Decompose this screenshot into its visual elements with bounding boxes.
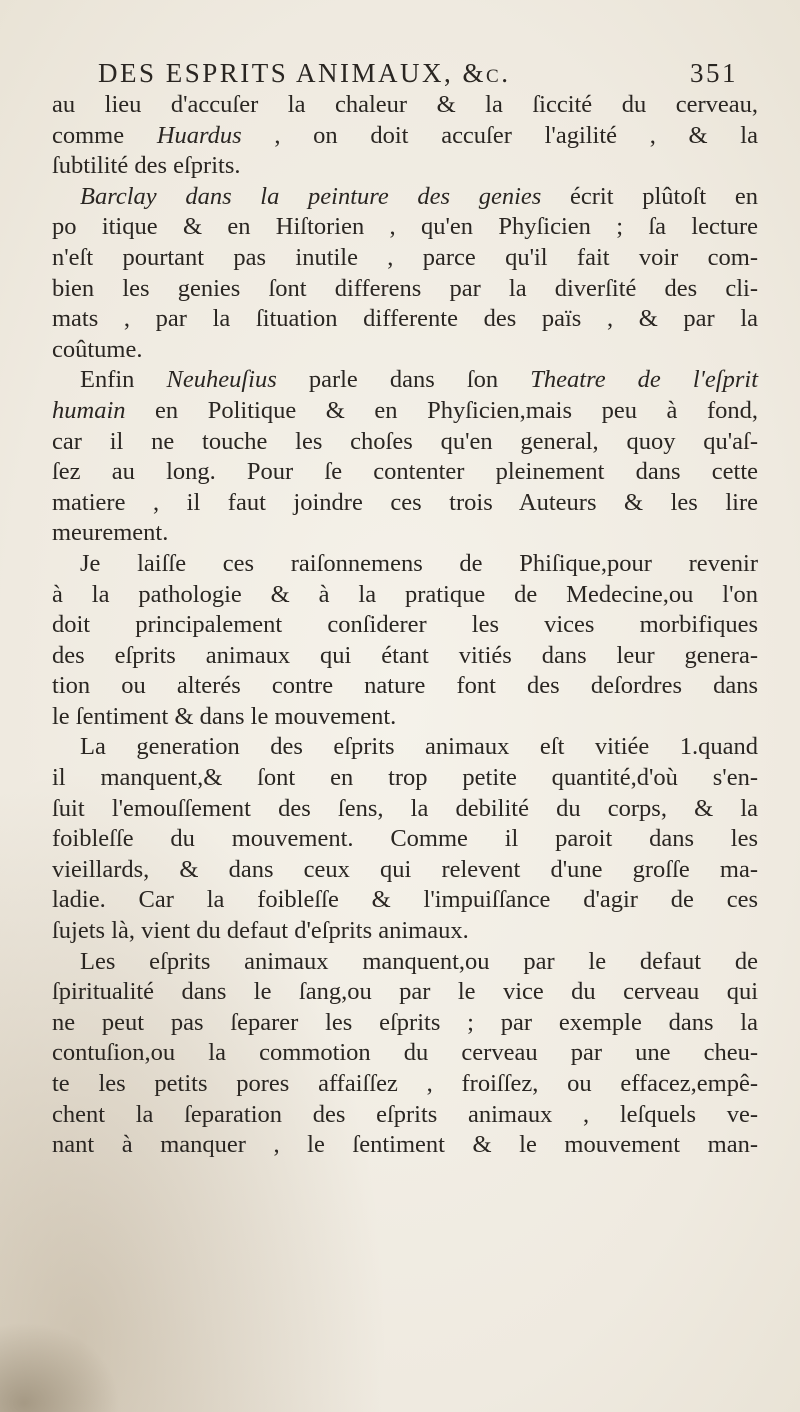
text-line bbox=[52, 212, 758, 243]
text-segment: ſez au long. Pour ſe contenter pleinement dans cette bbox=[52, 458, 758, 486]
text-segment: ſpiritualité dans le ſang,ou par le vice du cerveau qui bbox=[52, 978, 758, 1006]
text-line bbox=[52, 518, 758, 549]
text-segment: ſubtilité des eſprits. bbox=[52, 152, 241, 180]
text-line bbox=[52, 427, 758, 458]
text-line bbox=[52, 90, 758, 121]
text-line bbox=[52, 1130, 758, 1161]
text-segment: des eſprits animaux qui étant vitiés dans leur genera- bbox=[52, 641, 758, 669]
body-text bbox=[52, 90, 758, 1161]
text-segment: matiere , il faut joindre ces trois Auteurs & les lire bbox=[52, 488, 758, 516]
italic-text-segment: humain bbox=[52, 396, 126, 424]
running-head bbox=[98, 58, 738, 89]
text-segment: bien les genies ſont differens par la diverſité des cli- bbox=[52, 274, 758, 302]
italic-text-segment: Neuheuſius bbox=[166, 366, 277, 394]
text-segment: il manquent,& ſont en trop petite quantité,d'où s'en- bbox=[52, 764, 758, 792]
text-line bbox=[52, 580, 758, 611]
text-segment: coûtume. bbox=[52, 335, 143, 363]
text-segment: à la pathologie & à la pratique de Medecine,ou l'on bbox=[52, 580, 758, 608]
text-line bbox=[52, 610, 758, 641]
text-segment: ſujets là, vient du defaut d'eſprits animaux. bbox=[52, 917, 469, 945]
text-line bbox=[52, 671, 758, 702]
text-line bbox=[52, 335, 758, 366]
text-segment: doit principalement conſiderer les vices morbifiques bbox=[52, 611, 758, 639]
text-line bbox=[52, 763, 758, 794]
corner-stain bbox=[0, 1322, 120, 1412]
text-segment: en Politique & en Phyſicien,mais peu à fond, bbox=[125, 396, 758, 424]
text-line bbox=[52, 916, 758, 947]
text-segment: ladie. Car la foibleſſe & l'impuiſſance d'agir de ces bbox=[52, 886, 758, 914]
text-segment: nant à manquer , le ſentiment & le mouvement man- bbox=[52, 1131, 758, 1159]
text-segment: foibleſſe du mouvement. Comme il paroit dans les bbox=[52, 825, 758, 853]
text-segment: ſuit l'emouſſement des ſens, la debilité du corps, & la bbox=[52, 794, 758, 822]
page-number: 351 bbox=[690, 58, 738, 88]
text-segment: po itique & en Hiſtorien , qu'en Phyſicien ; ſa lecture bbox=[52, 213, 758, 241]
text-line bbox=[52, 824, 758, 855]
text-segment: Les eſprits animaux manquent,ou par le defaut de bbox=[80, 947, 758, 975]
text-line bbox=[52, 304, 758, 335]
text-segment: car il ne touche les choſes qu'en general, quoy qu'aſ- bbox=[52, 427, 758, 455]
italic-text-segment: Barclay dans la peinture des genies bbox=[80, 182, 542, 210]
text-line bbox=[52, 274, 758, 305]
text-line bbox=[52, 641, 758, 672]
text-segment: mats , par la ſituation differente des païs , & par la bbox=[52, 305, 758, 333]
text-segment: le ſentiment & dans le mouvement. bbox=[52, 702, 397, 730]
text-segment: écrit plûtoſt en bbox=[541, 182, 758, 210]
text-line bbox=[52, 702, 758, 733]
text-segment: contuſion,ou la commotion du cerveau par une cheu- bbox=[52, 1039, 758, 1067]
text-line bbox=[52, 885, 758, 916]
text-segment: La generation des eſprits animaux eſt vitiée 1.quand bbox=[80, 733, 758, 761]
text-line bbox=[52, 396, 758, 427]
text-line bbox=[52, 1100, 758, 1131]
text-segment: chent la ſeparation des eſprits animaux , leſquels ve- bbox=[52, 1100, 758, 1128]
text-segment: Je laiſſe ces raiſonnemens de Phiſique,pour revenir bbox=[80, 549, 758, 577]
text-line bbox=[52, 243, 758, 274]
text-line bbox=[52, 977, 758, 1008]
text-segment: tion ou alterés contre nature font des deſordres dans bbox=[52, 672, 758, 700]
text-line bbox=[52, 947, 758, 978]
running-title: DES ESPRITS ANIMAUX, &c. bbox=[98, 58, 511, 88]
italic-text-segment: Theatre de l'eſprit bbox=[530, 366, 758, 394]
text-line bbox=[52, 1008, 758, 1039]
text-line bbox=[52, 855, 758, 886]
text-segment: te les petits pores affaiſſez , froiſſez, ou effacez,empê- bbox=[52, 1070, 758, 1097]
text-line bbox=[52, 182, 758, 213]
text-line bbox=[52, 121, 758, 152]
text-line bbox=[52, 488, 758, 519]
text-line bbox=[52, 732, 758, 763]
text-line bbox=[52, 365, 758, 396]
text-line bbox=[52, 457, 758, 488]
text-line bbox=[52, 1038, 758, 1069]
italic-text-segment: Huardus bbox=[156, 121, 242, 149]
text-line bbox=[52, 549, 758, 580]
text-segment: meurement. bbox=[52, 519, 169, 547]
text-line bbox=[52, 1069, 758, 1100]
text-segment: , on doit accuſer l'agilité , & la bbox=[241, 121, 758, 149]
text-segment: comme bbox=[52, 121, 157, 149]
text-segment: au lieu d'accuſer la chaleur & la ſiccité du cerveau, bbox=[52, 91, 758, 118]
text-segment: parle dans ſon bbox=[276, 366, 531, 394]
text-segment: n'eſt pourtant pas inutile , parce qu'il fait voir com- bbox=[52, 243, 758, 271]
text-line bbox=[52, 151, 758, 182]
text-line bbox=[52, 794, 758, 825]
text-segment: Enfin bbox=[80, 366, 167, 394]
text-segment: vieillards, & dans ceux qui relevent d'une groſſe ma- bbox=[52, 855, 758, 883]
text-segment: ne peut pas ſeparer les eſprits ; par exemple dans la bbox=[52, 1008, 758, 1036]
